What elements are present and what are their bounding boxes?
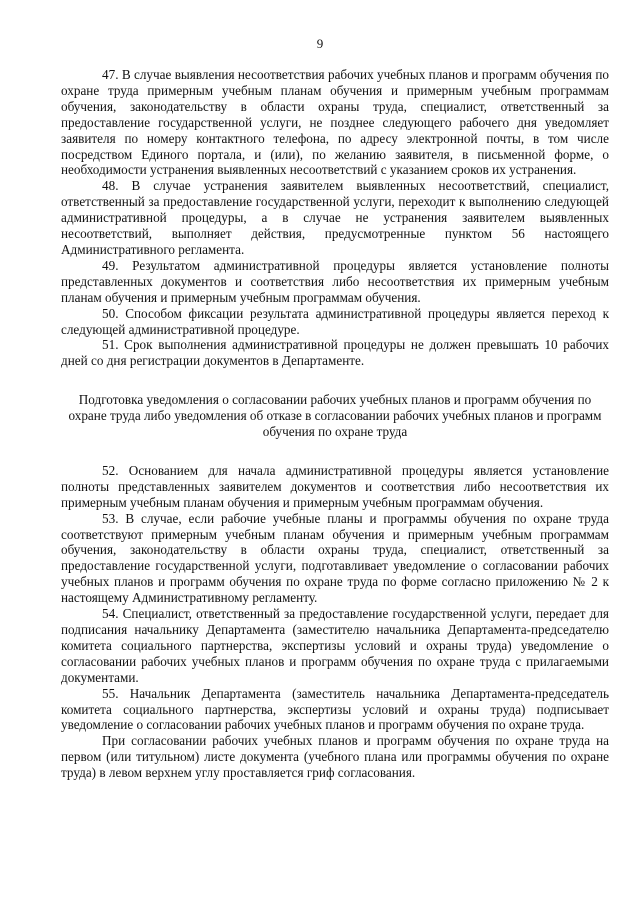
page-number: 9 [316,36,324,51]
paragraph-51: 51. Срок выполнения административной процедуры не должен превышать 10 рабочих дней со дня регистрации документов в Департаменте. [61,337,609,369]
paragraph-48: 48. В случае устранения заявителем выявленных несоответствий, специалист, ответственный за предоставление государственной услуги, переходит к выполнению следующей административной процедуры, а в случае не устранения заявителем выявленных несоответствий, выполняет действия, предусмотренные пунктом 56 настоящего Административного регламента. [61,178,609,257]
paragraph-47: 47. В случае выявления несоответствия рабочих учебных планов и программ обучения по охране труда примерным учебным планам обучения и примерным учебным программам обучения, законодательству в области охраны труда, специалист, ответственный за предоставление государственной услуги, не позднее следующего рабочего дня уведомляет заявителя по номеру контактного телефона, по адресу электронной почты, в том числе посредством Единого портала, и (или), по желанию заявителя, в письменной форме, о необходимости устранения выявленных несоответствий с указанием сроков их устранения. [61,67,609,178]
paragraph-50: 50. Способом фиксации результата административной процедуры является переход к следующей административной процедуре. [61,305,609,337]
paragraph-55: 55. Начальник Департамента (заместитель начальника Департамента-председатель комитета социального партнерства, экспертизы условий и охраны труда) подписывает уведомление о согласовании рабочих учебных планов и программ обучения по охране труда. [61,685,609,733]
document-body [61,67,609,781]
paragraph-55-continued: При согласовании рабочих учебных планов и программ обучения по охране труда на первом (или титульном) листе документа (учебного плана или программы обучения по охране труда) в левом верхнем углу проставляется гриф согласования. [61,733,609,781]
paragraph-53: 53. В случае, если рабочие учебные планы и программы обучения по охране труда соответствуют примерным учебным планам обучения и примерным учебным программам обучения, законодательству в области охраны труда, специалист, ответственный за предоставление государственной услуги, подготавливает уведомление о согласовании рабочих учебных планов и программ обучения по охране труда по форме согласно приложению № 2 к настоящему Административному регламенту. [61,510,609,606]
paragraph-54: 54. Специалист, ответственный за предоставление государственной услуги, передает для подписания начальнику Департамента (заместителю начальника Департамента-председателю комитета социального партнерства, экспертизы условий и охраны труда) уведомление о согласовании рабочих учебных планов и программ обучения по охране труда с прилагаемыми документами. [61,606,609,685]
paragraph-49: 49. Результатом административной процедуры является установление полноты представленных документов и соответствия либо несоответствия их примерным учебным планам обучения и примерным учебным программам обучения. [61,257,609,305]
section-heading: Подготовка уведомления о согласовании рабочих учебных планов и программ обучения по охране труда либо уведомления об отказе в согласовании рабочих учебных планов и программ обучения по охране труда [68,392,602,440]
paragraph-52: 52. Основанием для начала административной процедуры является установление полноты представленных заявителем документов и соответствия либо несоответствия их примерным учебным планам обучения и примерным учебным программам обучения. [61,462,609,510]
